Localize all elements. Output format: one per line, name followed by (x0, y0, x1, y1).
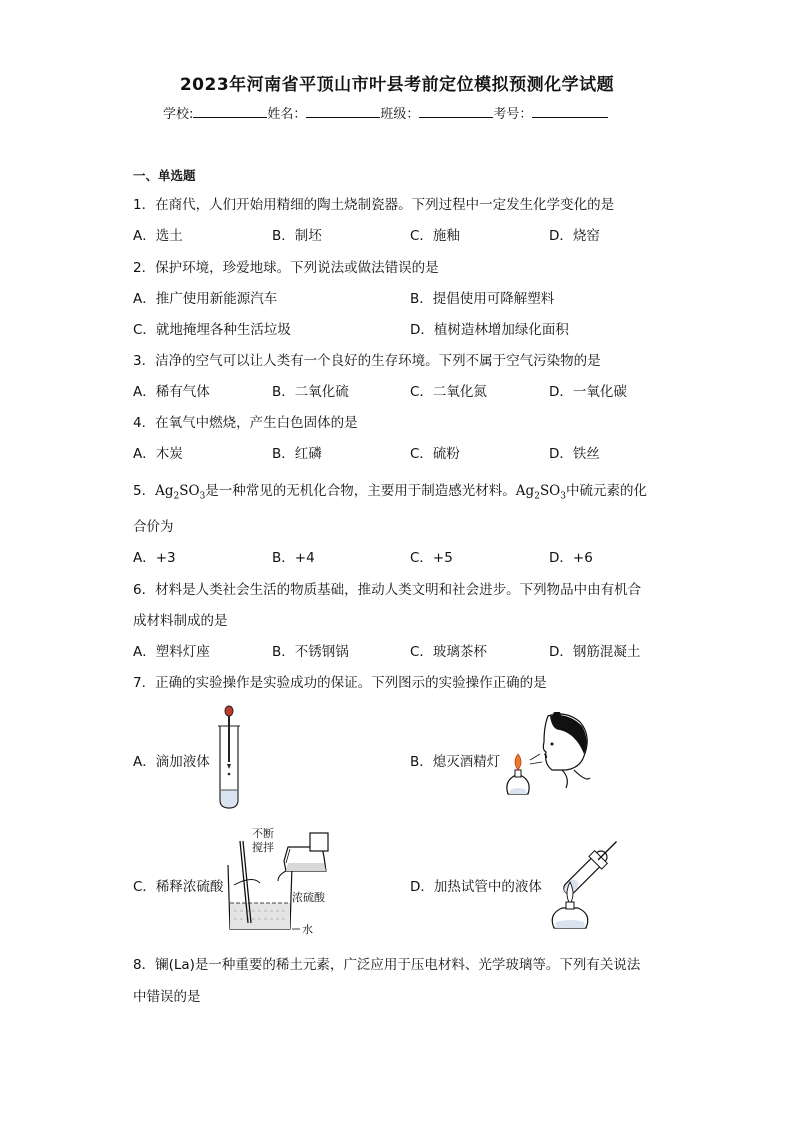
question-4-option-b[interactable]: B．红磷 (272, 446, 322, 462)
question-3-option-c[interactable]: C．二氧化氮 (410, 384, 487, 400)
question-2-option-b[interactable]: B．提倡使用可降解塑料 (410, 291, 555, 307)
question-2-option-c[interactable]: C．就地掩埋各种生活垃圾 (133, 322, 291, 338)
question-1-option-b[interactable]: B．制坯 (272, 228, 322, 244)
school-blank[interactable] (193, 103, 267, 118)
heating-tube-figure (544, 834, 628, 930)
question-6-option-a[interactable]: A．塑料灯座 (133, 644, 210, 660)
question-5-option-a[interactable]: A．+3 (133, 550, 176, 566)
question-3-option-d[interactable]: D．一氧化碳 (549, 384, 627, 400)
number-blank[interactable] (532, 103, 608, 118)
question-3-option-b[interactable]: B．二氧化硫 (272, 384, 349, 400)
student-info-line (163, 103, 608, 122)
blowing-lamp-figure (500, 712, 594, 804)
class-blank[interactable] (419, 103, 493, 118)
name-label: 姓名： (267, 107, 307, 122)
question-6-option-d[interactable]: D．钢筋混凝土 (549, 644, 641, 660)
question-2-option-d[interactable]: D．植树造林增加绿化面积 (410, 322, 569, 338)
class-label: 班级： (380, 107, 420, 122)
question-1-option-d[interactable]: D．烧窑 (549, 228, 600, 244)
question-5-text-1: 是一种常见的无机化合物，主要用于制造感光材料。 (205, 483, 516, 499)
question-5-option-c[interactable]: C．+5 (410, 550, 453, 566)
fig-c-label-acid: 浓硫酸 (292, 891, 325, 904)
question-4-option-c[interactable]: C．硫粉 (410, 446, 460, 462)
question-6-line-2: 成材料制成的是 (133, 613, 228, 629)
question-6-option-b[interactable]: B．不锈钢锅 (272, 644, 349, 660)
question-2-stem: 2．保护环境，珍爱地球。下列说法或做法错误的是 (133, 260, 439, 276)
question-5-line-1 (133, 479, 647, 502)
question-7-option-d[interactable]: D．加热试管中的液体 (410, 879, 542, 895)
question-7-option-b[interactable]: B．熄灭酒精灯 (410, 754, 501, 770)
question-3-stem: 3．洁净的空气可以让人类有一个良好的生存环境。下列不属于空气污染物的是 (133, 353, 601, 369)
question-5-text-2: 中硫元素的化 (566, 483, 647, 499)
dropper-figure (210, 702, 250, 810)
question-8-line-2: 中错误的是 (133, 989, 201, 1005)
fig-c-label-water: 水 (302, 923, 313, 935)
section-heading: 一、单选题 (133, 168, 196, 183)
dilute-acid-figure (218, 825, 338, 935)
question-5-option-b[interactable]: B．+4 (272, 550, 315, 566)
question-7-option-a[interactable]: A．滴加液体 (133, 754, 210, 770)
name-blank[interactable] (306, 103, 380, 118)
question-5-line-2: 合价为 (133, 519, 174, 535)
question-5-number: 5． (133, 483, 156, 499)
question-1-stem: 1．在商代，人们开始用精细的陶土烧制瓷器。下列过程中一定发生化学变化的是 (133, 197, 615, 213)
question-4-option-d[interactable]: D．铁丝 (549, 446, 600, 462)
question-7-option-c[interactable]: C．稀释浓硫酸 (133, 879, 224, 895)
page-title: 2023年河南省平顶山市叶县考前定位模拟预测化学试题 (179, 75, 615, 95)
question-2-option-a[interactable]: A．推广使用新能源汽车 (133, 291, 278, 307)
fig-c-label-stir-1: 不断 (252, 827, 274, 840)
question-1-option-a[interactable]: A．选土 (133, 228, 183, 244)
question-4-stem: 4．在氧气中燃烧，产生白色固体的是 (133, 415, 358, 431)
question-1-option-c[interactable]: C．施釉 (410, 228, 460, 244)
school-label: 学校: (163, 107, 194, 122)
question-8-line-1: 8．镧(La)是一种重要的稀土元素，广泛应用于压电材料、光学玻璃等。下列有关说法 (133, 957, 641, 973)
question-3-option-a[interactable]: A．稀有气体 (133, 384, 210, 400)
formula-ag2so3-repeat: $Ag_2SO_3$ (515, 483, 566, 502)
formula-ag2so3: $Ag_2SO_3$ (155, 483, 206, 502)
question-6-line-1: 6．材料是人类社会生活的物质基础，推动人类文明和社会进步。下列物品中由有机合 (133, 582, 642, 598)
question-6-option-c[interactable]: C．玻璃茶杯 (410, 644, 487, 660)
question-4-option-a[interactable]: A．木炭 (133, 446, 183, 462)
question-5-option-d[interactable]: D．+6 (549, 550, 593, 566)
number-label: 考号： (493, 107, 533, 122)
question-7-stem: 7．正确的实验操作是实验成功的保证。下列图示的实验操作正确的是 (133, 675, 547, 691)
fig-c-label-stir-2: 搅拌 (252, 841, 274, 854)
